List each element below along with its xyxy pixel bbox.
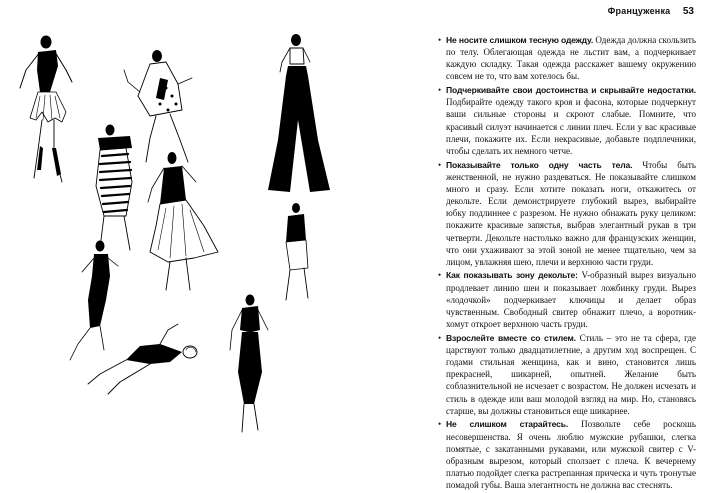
tip-lead: Взрослейте вместе со стилем. [446,332,576,343]
page-header [608,6,694,20]
tip-text: Чтобы быть женственной, не нужно раздеваться. Не показывайте слишком много и сразу. Если хотите показать ноги, откажитесь от декольте. Если демонстрируете глубокий вырез, выбирайте юбку подлиннее с разрезом. Не нужно обнажать руку целиком: покажите красивые запястья, выбрав элегантный рукав в три четверти. Декольте настолько важно для французских женщин, что они ухаживают за этой зоной не менее тщательно, чем за лицом, увлажняя шею, плечи и верхнюю части груди. [446,159,696,267]
tip-item [438,34,696,83]
bullet-icon: • [438,270,442,281]
tip-item [438,332,696,417]
tip-text: Стиль – это не та сфера, где царствуют только двадцатилетние, а другим ход воспрещен. С годами стильная женщина, как и вино, становится лишь прекрасней, шикарней, опытней. Желание быть соблазнительной не исчезает с возрастом. Не должен исчезать и стиль в одежде или ваш молодой взгляд на мир. Но, становясь старше, вы должны становиться еще шикарнее. [446,332,696,416]
bullet-icon: • [438,419,442,430]
sketch-dark-top [286,203,308,300]
tip-text: Подбирайте одежду такого кроя и фасона, которые подчеркнут ваши сильные стороны и скроют слабые. Помните, что красивый силуэт начинается с линии плеч. Если у вас красивые плечи, покажите их. Если некрасивые, добавьте подплечники, чтобы сделать их немного четче. [446,97,696,156]
tip-item [438,269,696,330]
sketch-pleated-skirt [20,36,72,183]
sketch-long-gown [70,241,118,361]
sketch-short-coat [124,50,192,162]
tip-lead: Показывайте только одну часть тела. [446,159,633,170]
tip-item [438,84,696,157]
running-title: Француженка [607,6,671,16]
sketch-striped-dress [96,125,132,251]
bullet-icon: • [438,85,442,96]
page-number: 53 [682,6,694,17]
tip-lead: Не слишком старайтесь. [446,419,569,430]
sketch-flared-skirt [148,152,218,290]
tip-item [438,418,696,491]
tip-lead: Не носите слишком тесную одежду. [446,35,594,45]
tip-text: V-образный вырез визуально продлевает линию шеи и показывает ложбинку груди. Вырез «лодочкой» подчеркивает ключицы и делает образ чувственным. Свободный свитер обнажит плечо, а воротник-хомут откроет верхнюю часть груди. [446,270,696,330]
bullet-icon: • [438,332,442,343]
tip-lead: Как показывать зону декольте: [446,270,578,281]
bullet-icon: • [438,159,442,170]
tip-text: Одежда должна скользить по телу. Облегающая одежда не льстит вам, а подчеркивает каждую складку. Такая одежда расскажет вашему окружению совсем не то, что вам хотелось бы. [446,35,696,82]
bullet-icon: • [438,35,442,45]
tip-text: Позвольте себе роскошь несовершенства. Я очень люблю мужские рубашки, слегка помятые, с закатанными рукавами, или мужской свитер с V-образным вырезом, который сползает с плеча. К вечернему платью подойдет слегка растрепанная прическа и чуть тронутые помадой губы. Ваша элегантность не должна вас стеснять. [446,419,696,491]
sketch-tall-figure [230,295,268,433]
sketch-wide-trousers [268,34,330,192]
tip-item [438,159,696,268]
sketch-reclining-figure [88,324,197,394]
tips-list [438,34,696,493]
tip-lead: Подчеркивайте свои достоинства и скрывайте недостатки. [446,85,696,96]
